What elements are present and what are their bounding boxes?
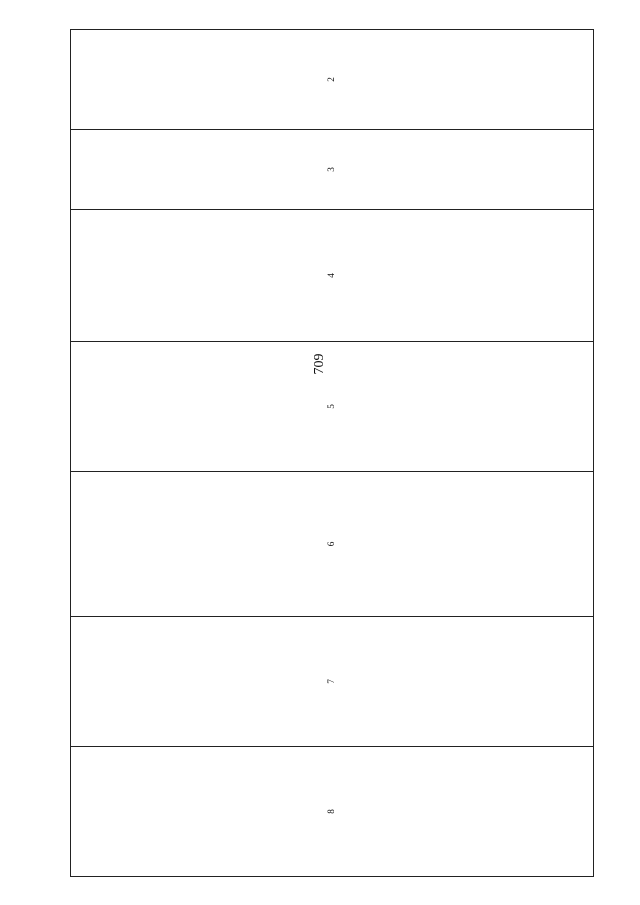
page-number: 709 [312,353,327,375]
col-header: 2 [71,30,594,130]
col-header: 6 [71,472,594,617]
column-number-row [71,30,594,877]
col-header: 7 [71,617,594,747]
col-header: 5 [71,342,594,472]
rotated-table-wrapper [70,30,594,877]
col-header: 4 [71,210,594,342]
col-header: 8 [71,747,594,877]
works-table [70,29,594,877]
col-header: 3 [71,130,594,210]
